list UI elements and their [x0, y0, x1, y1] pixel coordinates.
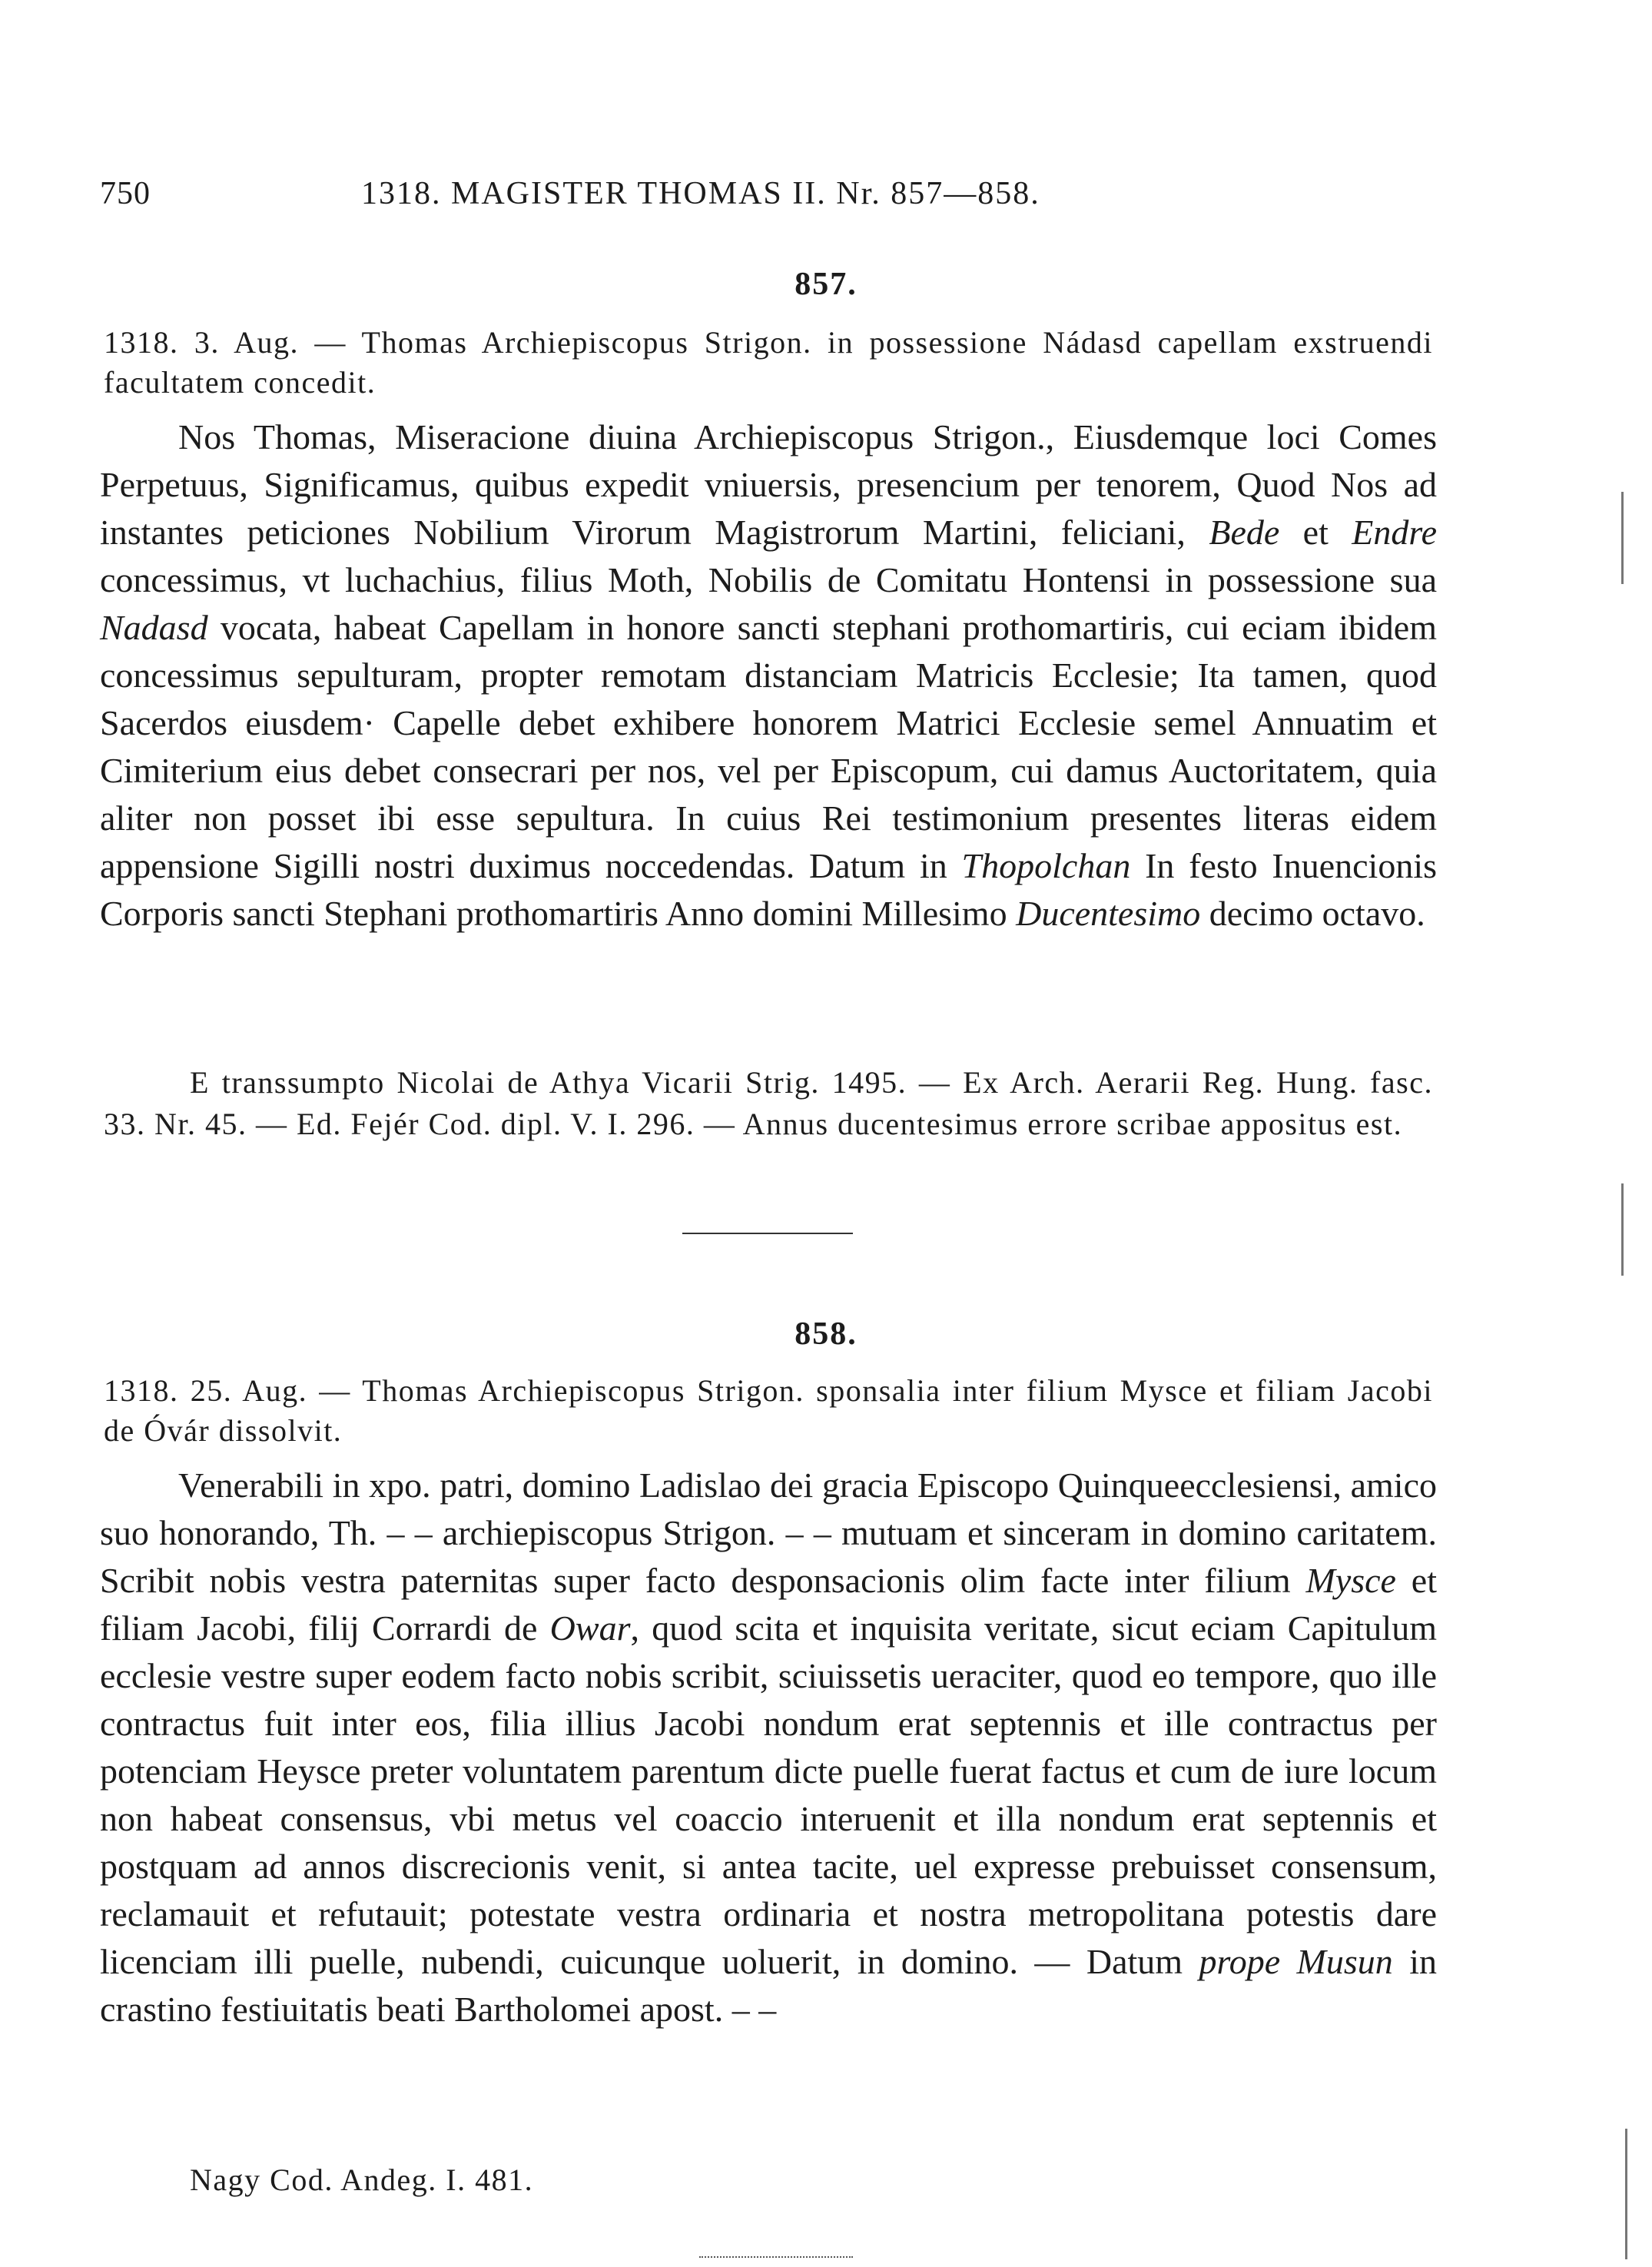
- scan-edge-mark: [1625, 2129, 1627, 2259]
- name-endre: Endre: [1352, 513, 1438, 552]
- word-ducentesimo: Ducentesimo: [1016, 894, 1201, 933]
- place-owar: Owar: [549, 1608, 631, 1648]
- name-bede: Bede: [1209, 513, 1280, 552]
- place-prope-musun: prope Musun: [1199, 1942, 1393, 1981]
- page-number: 750: [100, 176, 151, 211]
- scan-edge-mark: [1621, 492, 1624, 584]
- document-number-857: 857.: [794, 267, 858, 302]
- name-mysce: Mysce: [1305, 1561, 1396, 1600]
- charter-text-858: Venerabili in xpo. patri, domino Ladislao dei gracia Episcopo Quinqueecclesiensi, amico suo honorando, Th. – – archiepiscopus Strigon. – – mutuam et sinceram in domino caritatem. Scribit nobis vestra paternitas super facto desponsacionis olim facte inter filium Mysce et filiam Jacobi, filij Corrardi de Owar, quod scita et inquisita veritate, sicut eciam Capitulum ecclesie vestre super eodem facto nobis scribit, sciuissetis ueraciter, quod eo tempore, quo ille contractus fuit inter eos, filia illius Jacobi nondum erat septennis et ille contractus per potenciam Heysce preter voluntatem parentum dicte puelle fuerat factus et cum de iure locum non habeat consensus, vbi metus vel coaccio interuenit et illa nondum erat septennis et postquam ad annos discrecionis venit, si antea tacite, uel expresse prebuisset consensum, reclamauit et refutauit; potestate vestra ordinaria et nostra metropolitana potestis dare licenciam illi puelle, nubendi, cuicunque uoluerit, in domino. — Datum prope Musun in crastino festiuitatis beati Bartholomei apost. – –: [100, 1465, 1437, 2029]
- charter-text-857: Nos Thomas, Miseracione diuina Archiepiscopus Strigon., Eiusdemque loci Comes Perpetuus, Significamus, quibus expedit vniuersis, presencium per tenorem, Quod Nos ad instantes peticiones Nobilium Virorum Magistrorum Martini, feliciani, Bede et Endre concessimus, vt luchachius, filius Moth, Nobilis de Comitatu Hontensi in possessione sua Nadasd vocata, habeat Capellam in honore sancti stephani prothomartiris, cui eciam ibidem concessimus sepulturam, propter remotam distanciam Matricis Ecclesie; Ita tamen, quod Sacerdos eiusdem· Capelle debet exhibere honorem Matrici Ecclesie semel Annuatim et Cimiterium eius debet consecrari per nos, vel per Episcopum, cui damus Auctoritatem, quia aliter non posset ibi esse sepultura. In cuius Rei testimonium presentes literas eidem appensione Sigilli nostri duximus noccedendas. Datum in Thopolchan In festo Inuencionis Corporis sancti Stephani prothomartiris Anno domini Millesimo Ducentesimo decimo octavo.: [100, 417, 1438, 933]
- bottom-divider: [699, 2256, 853, 2258]
- running-header: [100, 175, 1437, 221]
- source-note-857: E transsumpto Nicolai de Athya Vicarii Strig. 1495. — Ex Arch. Aerarii Reg. Hung. fasc. 33. Nr. 45. — Ed. Fejér Cod. dipl. V. I. 296. — Annus ducentesimus errore scribae appositus est.: [104, 1065, 1433, 1141]
- scan-edge-mark: [1621, 1183, 1624, 1276]
- document-number-858: 858.: [794, 1316, 858, 1352]
- regest-857: 1318. 3. Aug. — Thomas Archiepiscopus Strigon. in possessione Nádasd capellam exstruendi facultatem concedit.: [104, 325, 1433, 400]
- running-title: 1318. MAGISTER THOMAS II. Nr. 857—858.: [361, 176, 1040, 211]
- regest-858: 1318. 25. Aug. — Thomas Archiepiscopus Strigon. sponsalia inter filium Mysce et filiam Jacobi de Óvár dissolvit.: [104, 1373, 1433, 1448]
- section-divider: [682, 1233, 853, 1234]
- source-note-858: Nagy Cod. Andeg. I. 481.: [190, 2162, 534, 2197]
- place-thopolchan: Thopolchan: [961, 846, 1131, 885]
- place-nadasd: Nadasd: [100, 608, 208, 647]
